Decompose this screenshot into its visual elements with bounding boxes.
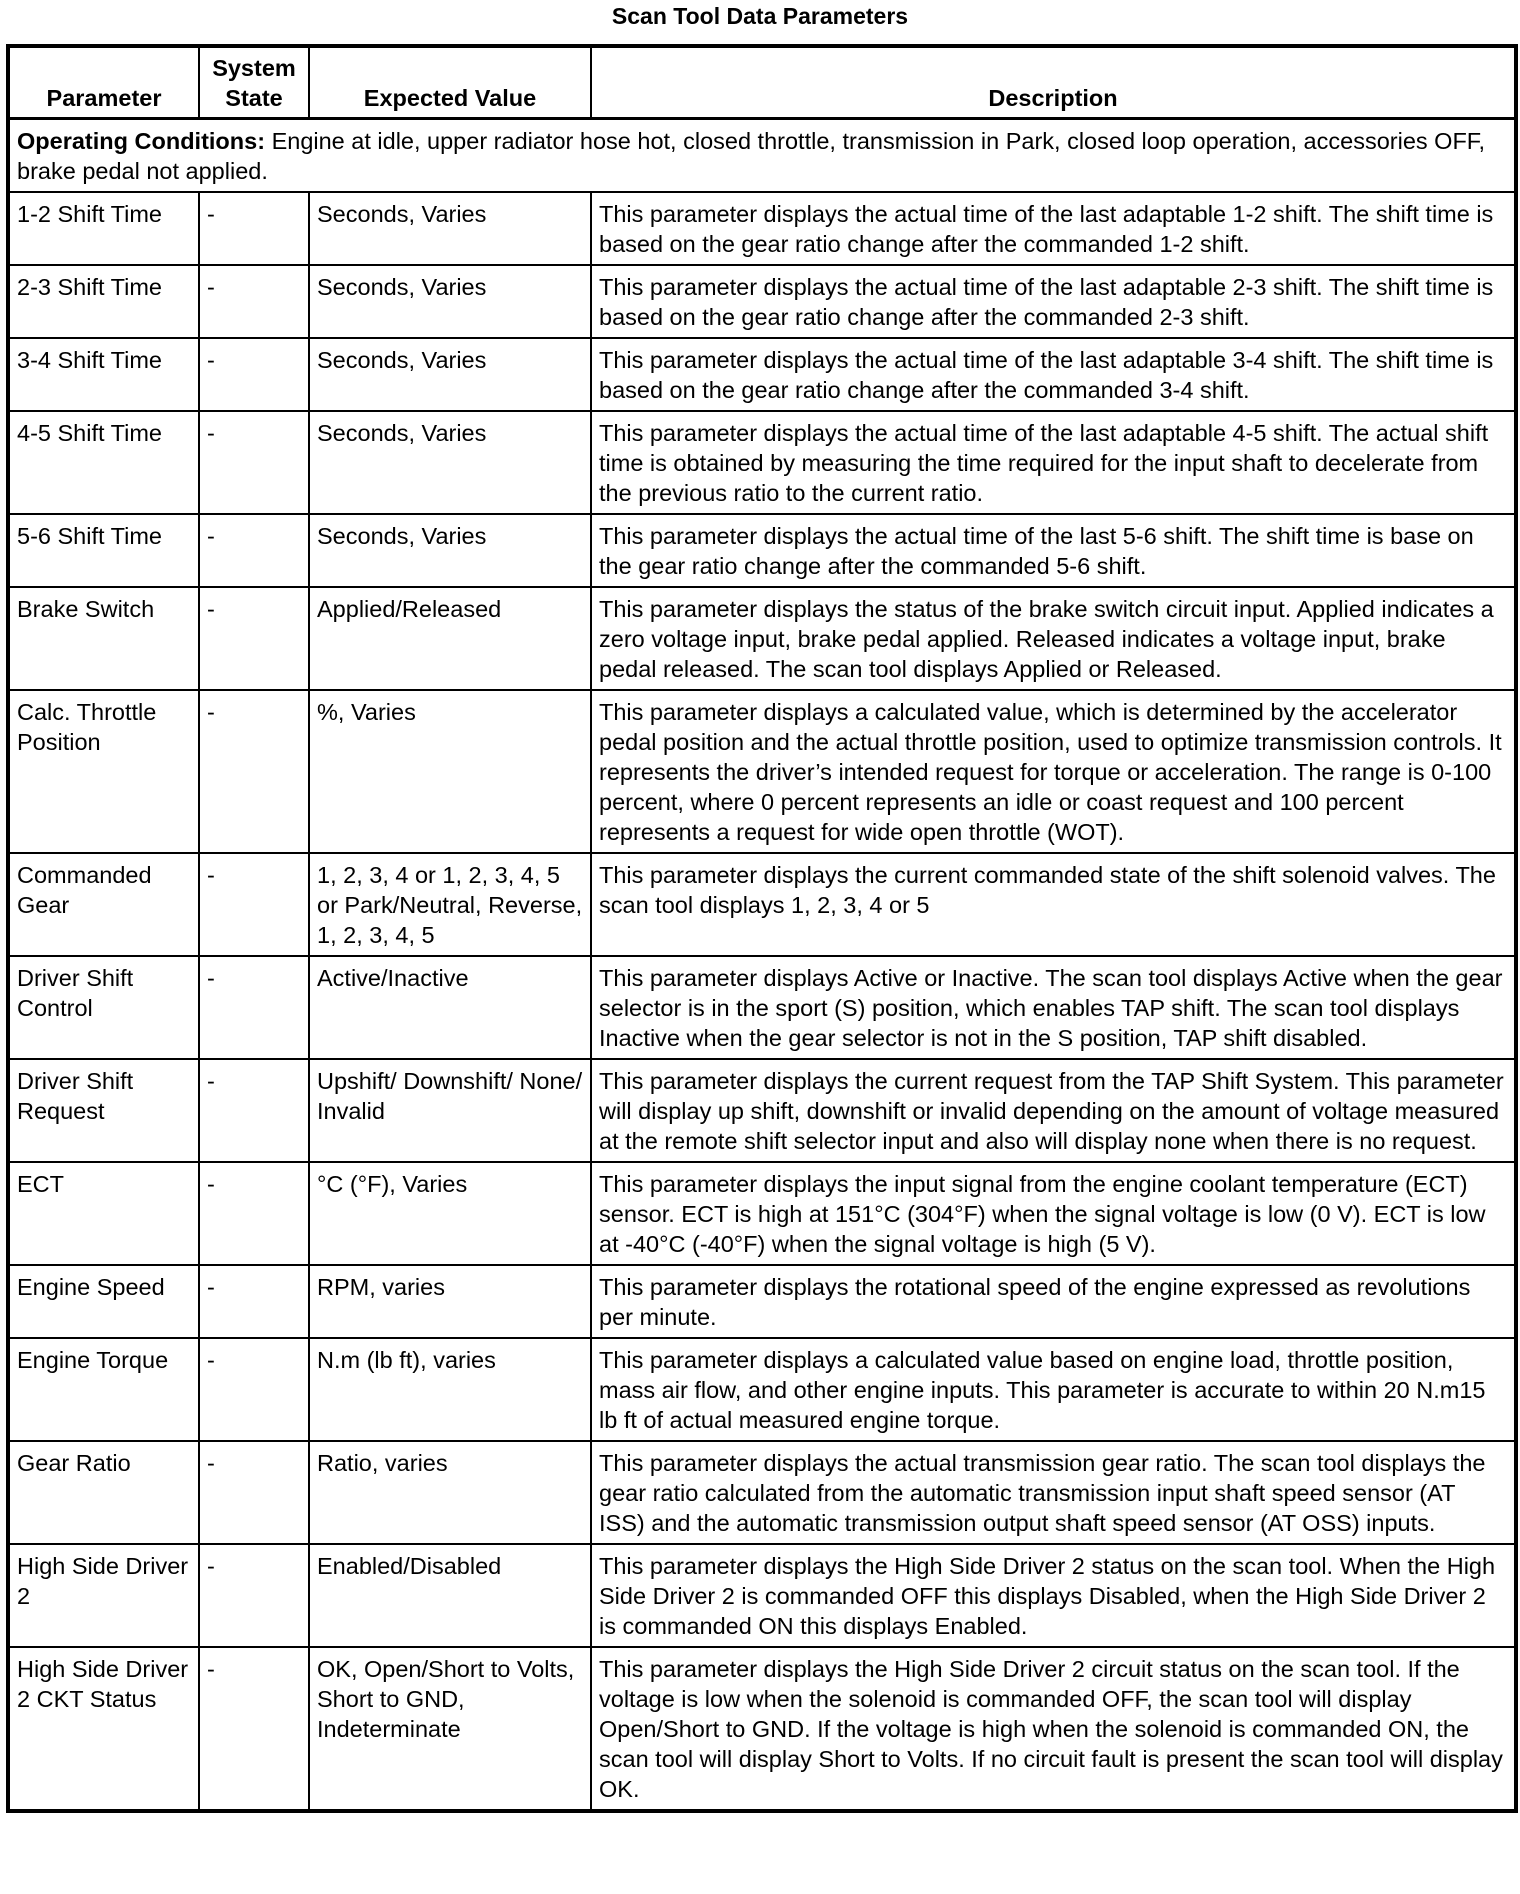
cell-parameter: Calc. Throttle Position — [8, 690, 199, 853]
page-title: Scan Tool Data Parameters — [611, 3, 909, 29]
cell-description: This parameter displays the actual time of the last adaptable 2-3 shift. The shift time is based on the gear ratio change after the commanded 2-3 shift. — [591, 265, 1516, 338]
table-row — [8, 690, 1516, 853]
cell-parameter: ECT — [8, 1162, 199, 1265]
cell-system-state: - — [199, 1441, 309, 1544]
cell-expected-value: N.m (lb ft), varies — [309, 1338, 591, 1441]
cell-description: This parameter displays the actual time of the last adaptable 3-4 shift. The shift time is based on the gear ratio change after the commanded 3-4 shift. — [591, 338, 1516, 411]
cell-system-state: - — [199, 1544, 309, 1647]
cell-description: This parameter displays the actual time of the last adaptable 1-2 shift. The shift time is based on the gear ratio change after the commanded 1-2 shift. — [591, 192, 1516, 265]
cell-system-state: - — [199, 690, 309, 853]
operating-conditions-text: Engine at idle, upper radiator hose hot, closed throttle, transmission in Park, closed loop operation, accessories OFF, brake pedal not applied. — [17, 127, 1486, 184]
cell-parameter: Engine Torque — [8, 1338, 199, 1441]
cell-description: This parameter displays the status of the brake switch circuit input. Applied indicates a zero voltage input, brake pedal applied. Released indicates a voltage input, brake pedal released. The scan tool displays Applied or Released. — [591, 587, 1516, 690]
cell-expected-value: Ratio, varies — [309, 1441, 591, 1544]
table-row — [8, 853, 1516, 956]
cell-parameter: Engine Speed — [8, 1265, 199, 1338]
cell-expected-value: Upshift/ Downshift/ None/ Invalid — [309, 1059, 591, 1162]
cell-parameter: 1-2 Shift Time — [8, 192, 199, 265]
cell-expected-value: Seconds, Varies — [309, 265, 591, 338]
cell-parameter: Driver Shift Request — [8, 1059, 199, 1162]
cell-system-state: - — [199, 265, 309, 338]
cell-description: This parameter displays a calculated value based on engine load, throttle position, mass air flow, and other engine inputs. This parameter is accurate to within 20 N.m15 lb ft of actual measured engine torque. — [591, 1338, 1516, 1441]
cell-system-state: - — [199, 587, 309, 690]
table-row — [8, 956, 1516, 1059]
cell-description: This parameter displays the High Side Driver 2 status on the scan tool. When the High Side Driver 2 is commanded OFF this displays Disabled, when the High Side Driver 2 is commanded ON this displays Enabled. — [591, 1544, 1516, 1647]
cell-description: This parameter displays the actual time of the last 5-6 shift. The shift time is base on the gear ratio change after the commanded 5-6 shift. — [591, 514, 1516, 587]
operating-conditions-label: Operating Conditions: — [17, 127, 266, 154]
table-row — [8, 411, 1516, 514]
operating-conditions-row — [8, 118, 1516, 192]
cell-description: This parameter displays the actual time of the last adaptable 4-5 shift. The actual shift time is obtained by measuring the time required for the input shaft to decelerate from the previous ratio to the current ratio. — [591, 411, 1516, 514]
table-row — [8, 587, 1516, 690]
table-row — [8, 1162, 1516, 1265]
cell-parameter: Gear Ratio — [8, 1441, 199, 1544]
cell-expected-value: Seconds, Varies — [309, 514, 591, 587]
cell-system-state: - — [199, 1265, 309, 1338]
cell-system-state: - — [199, 1338, 309, 1441]
scan-tool-data-table — [6, 44, 1518, 1813]
table-row — [8, 1544, 1516, 1647]
cell-parameter: 3-4 Shift Time — [8, 338, 199, 411]
header-parameter: Parameter — [8, 46, 199, 118]
table-row — [8, 1265, 1516, 1338]
cell-expected-value: Seconds, Varies — [309, 338, 591, 411]
table-row — [8, 1338, 1516, 1441]
cell-description: This parameter displays a calculated value, which is determined by the accelerator pedal position and the actual throttle position, used to optimize transmission controls. It represents the driver’s intended request for torque or acceleration. The range is 0-100 percent, where 0 percent represents an idle or coast request and 100 percent represents a request for wide open throttle (WOT). — [591, 690, 1516, 853]
operating-conditions — [8, 118, 1516, 192]
cell-system-state: - — [199, 956, 309, 1059]
cell-expected-value: 1, 2, 3, 4 or 1, 2, 3, 4, 5 or Park/Neutral, Reverse, 1, 2, 3, 4, 5 — [309, 853, 591, 956]
table-row — [8, 265, 1516, 338]
cell-expected-value: Enabled/Disabled — [309, 1544, 591, 1647]
cell-description: This parameter displays the High Side Driver 2 circuit status on the scan tool. If the voltage is low when the solenoid is commanded OFF, the scan tool will display Open/Short to GND. If the voltage is high when the solenoid is commanded ON, the scan tool will display Short to Volts. If no circuit fault is present the scan tool will display OK. — [591, 1647, 1516, 1811]
table-row — [8, 192, 1516, 265]
header-expected-value: Expected Value — [309, 46, 591, 118]
cell-description: This parameter displays the current request from the TAP Shift System. This parameter will display up shift, downshift or invalid depending on the amount of voltage measured at the remote shift selector input and also will display none when there is no request. — [591, 1059, 1516, 1162]
header-row — [8, 46, 1516, 118]
cell-expected-value: Seconds, Varies — [309, 192, 591, 265]
cell-system-state: - — [199, 338, 309, 411]
cell-parameter: 4-5 Shift Time — [8, 411, 199, 514]
cell-system-state: - — [199, 1647, 309, 1811]
table-row — [8, 514, 1516, 587]
table-row — [8, 1441, 1516, 1544]
cell-system-state: - — [199, 192, 309, 265]
cell-parameter: High Side Driver 2 — [8, 1544, 199, 1647]
cell-system-state: - — [199, 411, 309, 514]
table-row — [8, 1059, 1516, 1162]
table-row — [8, 338, 1516, 411]
cell-description: This parameter displays Active or Inactive. The scan tool displays Active when the gear selector is in the sport (S) position, which enables TAP shift. The scan tool displays Inactive when the gear selector is not in the S position, TAP shift disabled. — [591, 956, 1516, 1059]
cell-description: This parameter displays the actual transmission gear ratio. The scan tool displays the gear ratio calculated from the automatic transmission input shaft speed sensor (AT ISS) and the automatic transmission output shaft speed sensor (AT OSS) inputs. — [591, 1441, 1516, 1544]
cell-system-state: - — [199, 1059, 309, 1162]
cell-system-state: - — [199, 1162, 309, 1265]
cell-parameter: Commanded Gear — [8, 853, 199, 956]
cell-description: This parameter displays the input signal from the engine coolant temperature (ECT) sensor. ECT is high at 151°C (304°F) when the signal voltage is low (0 V). ECT is low at -40°C (-40°F) when the signal voltage is high (5 V). — [591, 1162, 1516, 1265]
cell-description: This parameter displays the rotational speed of the engine expressed as revolutions per minute. — [591, 1265, 1516, 1338]
cell-parameter: High Side Driver 2 CKT Status — [8, 1647, 199, 1811]
cell-system-state: - — [199, 514, 309, 587]
cell-parameter: 5-6 Shift Time — [8, 514, 199, 587]
cell-expected-value: OK, Open/Short to Volts, Short to GND, Indeterminate — [309, 1647, 591, 1811]
cell-expected-value: °C (°F), Varies — [309, 1162, 591, 1265]
header-description: Description — [591, 46, 1516, 118]
cell-expected-value: Seconds, Varies — [309, 411, 591, 514]
cell-parameter: Driver Shift Control — [8, 956, 199, 1059]
cell-parameter: 2-3 Shift Time — [8, 265, 199, 338]
cell-parameter: Brake Switch — [8, 587, 199, 690]
cell-expected-value: Applied/Released — [309, 587, 591, 690]
cell-expected-value: Active/Inactive — [309, 956, 591, 1059]
cell-expected-value: RPM, varies — [309, 1265, 591, 1338]
header-system-state: System State — [199, 46, 309, 118]
cell-expected-value: %, Varies — [309, 690, 591, 853]
table-row — [8, 1647, 1516, 1811]
cell-system-state: - — [199, 853, 309, 956]
cell-description: This parameter displays the current commanded state of the shift solenoid valves. The scan tool displays 1, 2, 3, 4 or 5 — [591, 853, 1516, 956]
